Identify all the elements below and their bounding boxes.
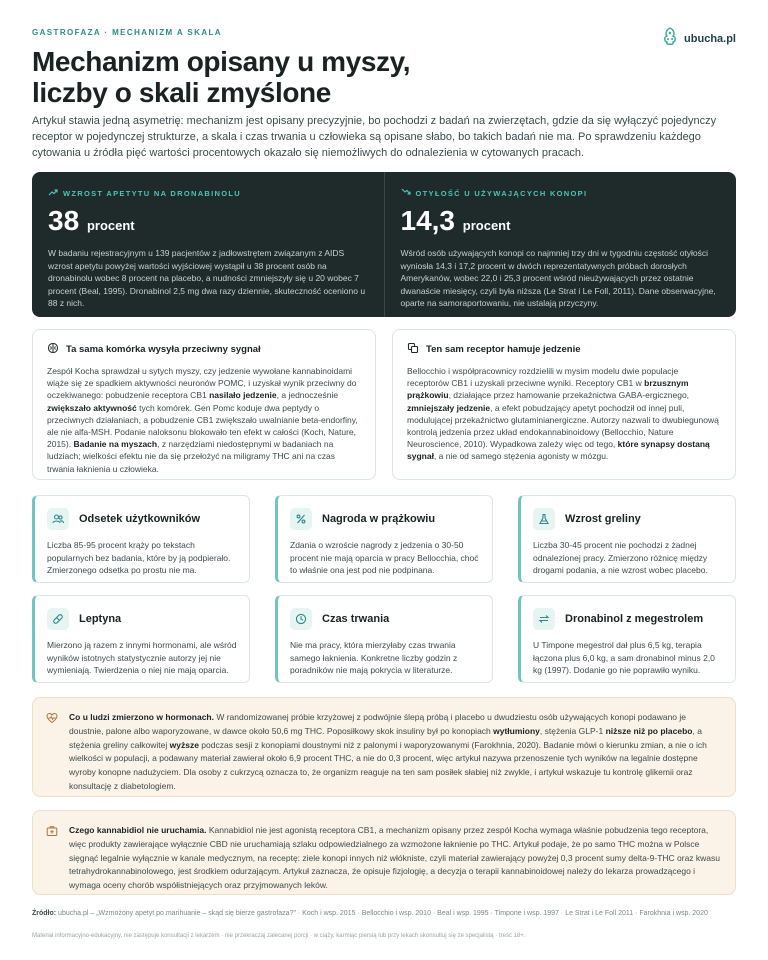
bold-phrase: wyższe xyxy=(169,739,199,750)
card-title: Ta sama komórka wysyła przeciwny sygnał xyxy=(66,344,261,355)
source-label: Źródło: xyxy=(32,910,57,917)
text-run: tych komórek. Gen Pomc koduje dwa peptydy o przeciwnych działaniach, a pobudzenie CB1 zwiększało uwalnianie beta-endorfiny, ale nie alfa-MSH. Podanie naloksonu blokowało ten efekt w całości (Koch, Nature, 2015). xyxy=(47,402,358,450)
title-line-2: liczby o skali zmyślone xyxy=(32,77,331,108)
stat-unit: procent xyxy=(462,218,511,233)
heartbeat-icon xyxy=(46,711,58,729)
pill-icon xyxy=(47,608,69,630)
tile-users-share xyxy=(32,495,250,583)
tile-title: Wzrost greliny xyxy=(565,513,641,525)
tile-text: Mierzono ją razem z innymi hormonami, ale wśród wyników istotnych statystycznie autorzy jej nie wymieniają. Twierdzenia o niej nie mają oparcia. xyxy=(47,640,237,675)
text-run: , stężenia GLP-1 xyxy=(539,725,606,736)
flask-icon xyxy=(533,508,555,530)
bold-phrase: wytłumiony xyxy=(493,725,540,736)
swap-icon xyxy=(533,608,555,630)
note-hormones xyxy=(32,697,736,797)
bold-phrase: brzusznym prążkowiu xyxy=(407,378,689,401)
text-run: , a efekt pobudzający apetyt pochodził od innej puli, modulującej przekaźnictwo glutaminianergiczne. Autorzy nazwali to dwubiegunową kontrolą jedzenia przez układ endokannabinoidowy (Bellocchio, Nature Neuroscience, 2010). Wypadkowa zależy więc od tego, xyxy=(407,402,719,450)
stat-obesity xyxy=(384,172,737,317)
tile-text: Nie ma pracy, która mierzyłaby czas trwania samego łaknienia. Konkretne liczby godzin z poradników nie mają pokrycia w literaturze. xyxy=(290,640,458,675)
card-same-cell xyxy=(32,329,376,480)
text-run: W randomizowanej próbie krzyżowej z podwójnie ślepą próbą i placebo u dwudziestu osób używających konopi podawano je doustnie, palone albo waporyzowane, w dawce około 50,6 mg THC. Poposiłkowy skok insuliny był po konopiach xyxy=(69,712,687,736)
tile-leptin xyxy=(32,595,250,683)
trend-down-icon xyxy=(401,188,411,198)
percent-icon xyxy=(290,508,312,530)
stat-description: W badaniu rejestracyjnym u 139 pacjentów z jadłowstrętem związanym z AIDS wzrost apetytu powyżej wartości wyjściowej wystąpił u 38 procent osób na dronabinolu wobec 8 procent na placebo, a nudności zmniejszyły się u 20 wobec 7 procent (Beal, 1995). Dronabinol 2,5 mg dwa razy dziennie, skuteczność oceniono u 88 z nich. xyxy=(48,248,366,308)
tile-title: Odsetek użytkowników xyxy=(79,513,201,525)
card-text xyxy=(47,365,361,475)
tile-text: Liczba 85-95 procent krąży po tekstach popularnych bez badania, które by ją podpierało. Zmierzonego odsetka po prostu nie ma. xyxy=(47,540,231,575)
bold-phrase: zmniejszały jedzenie xyxy=(407,402,491,413)
card-title: Ten sam receptor hamuje jedzenie xyxy=(426,344,581,355)
text-run: Zespół Kocha sprawdzał u sytych myszy, czy jedzenie wywołane kannabinoidami wiąże się ze spadkiem aktywności neuronów POMC, i uzyskał wynik przeciwny do oczekiwanego: pobudzenie receptora CB1 xyxy=(47,366,357,401)
text-run: Bellocchio i współpracownicy rozdzielili w mysim modelu dwie populacje receptorów CB1 i uzyskali przeciwne wyniki. Receptory CB1 w xyxy=(407,366,679,389)
stat-value: 38 xyxy=(48,205,80,236)
logo-text: ubucha.pl xyxy=(684,32,736,45)
text-run: , z narzędziami niedostępnymi w badaniach na ludziach; wielkości efektu nie da się przełożyć na miligramy THC ani na czas trwania łaknienia u człowieka. xyxy=(47,439,336,474)
text-run: podczas sesji z konopiami doustnymi niż z palonymi i waporyzowanymi (Farokhnia, 2020). Badanie mówi o kierunku zmian, a nie o ich wielkości w populacji, a podawany materiał zawierał około 6,9 procent THC, a nie do 0,3 procent, więc artykuł nazywa przenoszenie tych wyników na legalnie dostępne wyroby konopne nadużyciem. Dla osoby z cukrzycą oznacza to, że organizm reaguje na ten sam posiłek słabiej niż zwykle, i artykuł wskazuje tu kontrolę glikemii oraz konsultację z diabetologiem. xyxy=(69,739,707,791)
stat-appetite xyxy=(32,172,384,317)
medical-kit-icon xyxy=(46,824,58,842)
tile-text: Zdania o wzroście nagrody z jedzenia o 30-50 procent nie mają oparcia w pracy Bellocchia, choć to właśnie ona jest pod nie podpinana. xyxy=(290,540,479,575)
disclaimer: Materiał informacyjno-edukacyjny, nie zastępuje konsultacji z lekarzem · nie przekraczaj zalecanej porcji · w ciąży, karmiąc piersią lub przy lekach skonsultuj się ze specjalistą · treść 18+. xyxy=(32,933,526,939)
bold-phrase: które synapsy dostaną sygnał xyxy=(407,439,710,462)
users-icon xyxy=(47,508,69,530)
tile-text: U Timpone megestrol dał plus 6,5 kg, terapia łączona plus 6,0 kg, a sam dronabinol minus 2,0 kg (1997). Dodanie go nie poprawiło wyniku. xyxy=(533,640,715,675)
stat-description: Wśród osób używających konopi co najmniej trzy dni w tygodniu częstość otyłości wyniosła 14,3 i 17,2 procent w dwóch reprezentatywnych próbach dorosłych Amerykanów, wobec 22,0 i 25,3 procent wśród nieużywających przez ostatnie dwanaście miesięcy, czyli była niższa (Le Strat i Le Foll, 2011). Dane obserwacyjne, oparte na samoraportowaniu, nie ustalają przyczyny. xyxy=(400,248,716,308)
stat-unit: procent xyxy=(86,218,135,233)
note-text xyxy=(69,824,721,893)
tile-text: Liczba 30-45 procent nie pochodzi z żadnej odnalezionej pracy. Zmierzono różnicę między drogami podania, a nie wzrost wobec placebo. xyxy=(533,540,708,575)
intro-paragraph: Artykuł stawia jedną asymetrię: mechanizm jest opisany precyzyjnie, bo pochodzi z badań na zwierzętach, gdzie da się wyłączyć pojedynczy receptor w pojedynczej strukturze, a skala i czas trwania u człowieka są opisane słabo, bo takich badań nie ma. Po sprawdzeniu każdego cytowania u źródła pięć wartości procentowych okazało się niemożliwych do odnalezienia w cytowanych pracach. xyxy=(32,115,717,159)
kombucha-logo-icon xyxy=(661,26,679,51)
text-run: , a nie od samego stężenia agonisty w mózgu. xyxy=(433,451,609,462)
tile-striatum-reward xyxy=(275,495,493,583)
note-text xyxy=(69,711,721,794)
bold-phrase: niższe niż po placebo xyxy=(605,725,693,736)
text-run: , a jednocześnie xyxy=(276,390,339,401)
tile-dronabinol-megestrol xyxy=(518,595,736,683)
tile-title: Dronabinol z megestrolem xyxy=(565,613,704,625)
receptor-icon xyxy=(407,342,419,357)
tile-title: Czas trwania xyxy=(322,613,390,625)
clock-icon xyxy=(290,608,312,630)
bold-phrase: Czego kannabidiol nie uruchamia. xyxy=(69,825,207,835)
note-cbd xyxy=(32,810,736,895)
source-line xyxy=(32,908,736,919)
text-run: , działające przez hamowanie przekaźnictwa GABA-ergicznego, xyxy=(448,390,690,401)
bold-phrase: Co u ludzi zmierzono w hormonach. xyxy=(69,712,214,722)
card-same-receptor xyxy=(392,329,736,480)
page-title xyxy=(32,46,410,108)
brain-icon xyxy=(47,342,59,357)
title-line-1: Mechanizm opisany u myszy, xyxy=(32,46,411,77)
source-text: ubucha.pl – „Wzmożony apetyt po marihuanie – skąd się bierze gastrofaza?" · Koch i wsp. 2015 · Bellocchio i wsp. 2010 · Beal i wsp. 1995 · Timpone i wsp. 1997 · Le Strat i Le Foll 2011 · Farokhnia i wsp. 2020 xyxy=(56,910,708,917)
tile-title: Leptyna xyxy=(79,613,122,625)
stat-value: 14,3 xyxy=(400,205,455,236)
text-run: Kannabidiol nie jest agonistą receptora CB1, a mechanizm opisany przez zespół Kocha wymaga właśnie pobudzenia tego receptora, więc produkty zawierające wyłącznie CBD nie uruchamiają szlaku odpowiedzialnego za wzmożone łaknienie po THC. Artykuł podaje, że po samo THC można w Polsce sięgnąć legalnie wyłącznie w kanale medycznym, na receptę: ziele konopi innych niż włókniste, czyli materiał zawierający powyżej 0,3 procent sumy delta-9-THC oraz kwasu tetrahydrokannabinolowego, jest środkiem odurzającym. Artykuł zaznacza, że opisuje fizjologię, a decyzja o terapii kannabinoidowej należy do lekarza prowadzącego i wymaga oceny chorób współistniejących oraz przyjmowanych leków. xyxy=(69,825,721,891)
stat-label: OTYŁOŚĆ U UŻYWAJĄCYCH KONOPI xyxy=(415,188,588,198)
stats-banner xyxy=(32,172,736,317)
stat-label: WZROST APETYTU NA DRONABINOLU xyxy=(63,188,241,198)
bold-phrase: zwiększało aktywność xyxy=(47,402,137,413)
tile-duration xyxy=(275,595,493,683)
logo[interactable] xyxy=(661,26,736,51)
tile-title: Nagroda w prążkowiu xyxy=(322,513,436,525)
bold-phrase: nasilało jedzenie xyxy=(209,390,277,401)
card-text xyxy=(407,365,721,463)
tile-ghrelin xyxy=(518,495,736,583)
kicker: GASTROFAZA · MECHANIZM A SKALA xyxy=(32,28,222,37)
bold-phrase: Badanie na myszach xyxy=(73,439,158,450)
text-run: , a stężenia greliny całkowitej xyxy=(69,725,702,750)
trend-up-icon xyxy=(48,188,58,198)
